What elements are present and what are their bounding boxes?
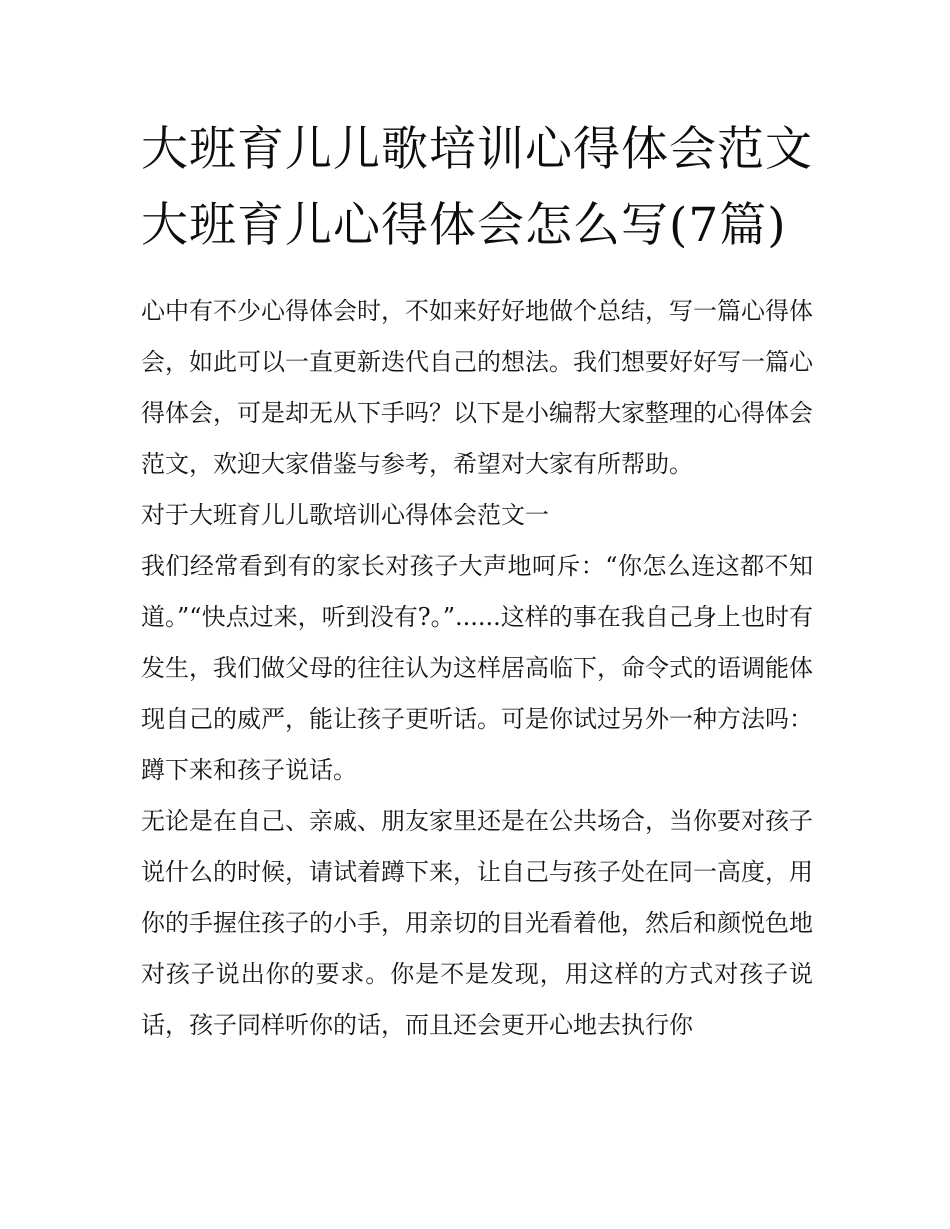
section-heading: 对于大班育儿儿歌培训心得体会范文一 <box>141 501 549 529</box>
document-page <box>141 112 813 1051</box>
body-paragraph-1: 我们经常看到有的家长对孩子大声地呵斥：“你怎么连这都不知道。”“快点过来，听到没有?。”......这样的事在我自己身上也时有发生，我们做父母的往往认为这样居高临下，命令式的语调能体现自己的威严，能让孩子更听话。可是你试过另外一种方法吗：蹲下来和孩子说话。 <box>141 552 813 784</box>
intro-paragraph: 心中有不少心得体会时，不如来好好地做个总结，写一篇心得体会，如此可以一直更新迭代自己的想法。我们想要好好写一篇心得体会，可是却无从下手吗？以下是小编帮大家整理的心得体会范文，欢迎大家借鉴与参考，希望对大家有所帮助。 <box>141 297 813 478</box>
document-title: 大班育儿儿歌培训心得体会范文 大班育儿心得体会怎么写(7篇) <box>141 122 813 253</box>
document-body <box>141 286 813 1051</box>
body-paragraph-2: 无论是在自己、亲戚、朋友家里还是在公共场合，当你要对孩子说什么的时候，请试着蹲下来，让自己与孩子处在同一高度，用你的手握住孩子的小手，用亲切的目光看着他，然后和颜悦色地对孩子说出你的要求。你是不是发现，用这样的方式对孩子说话，孩子同样听你的话，而且还会更开心地去执行你 <box>141 807 813 1039</box>
